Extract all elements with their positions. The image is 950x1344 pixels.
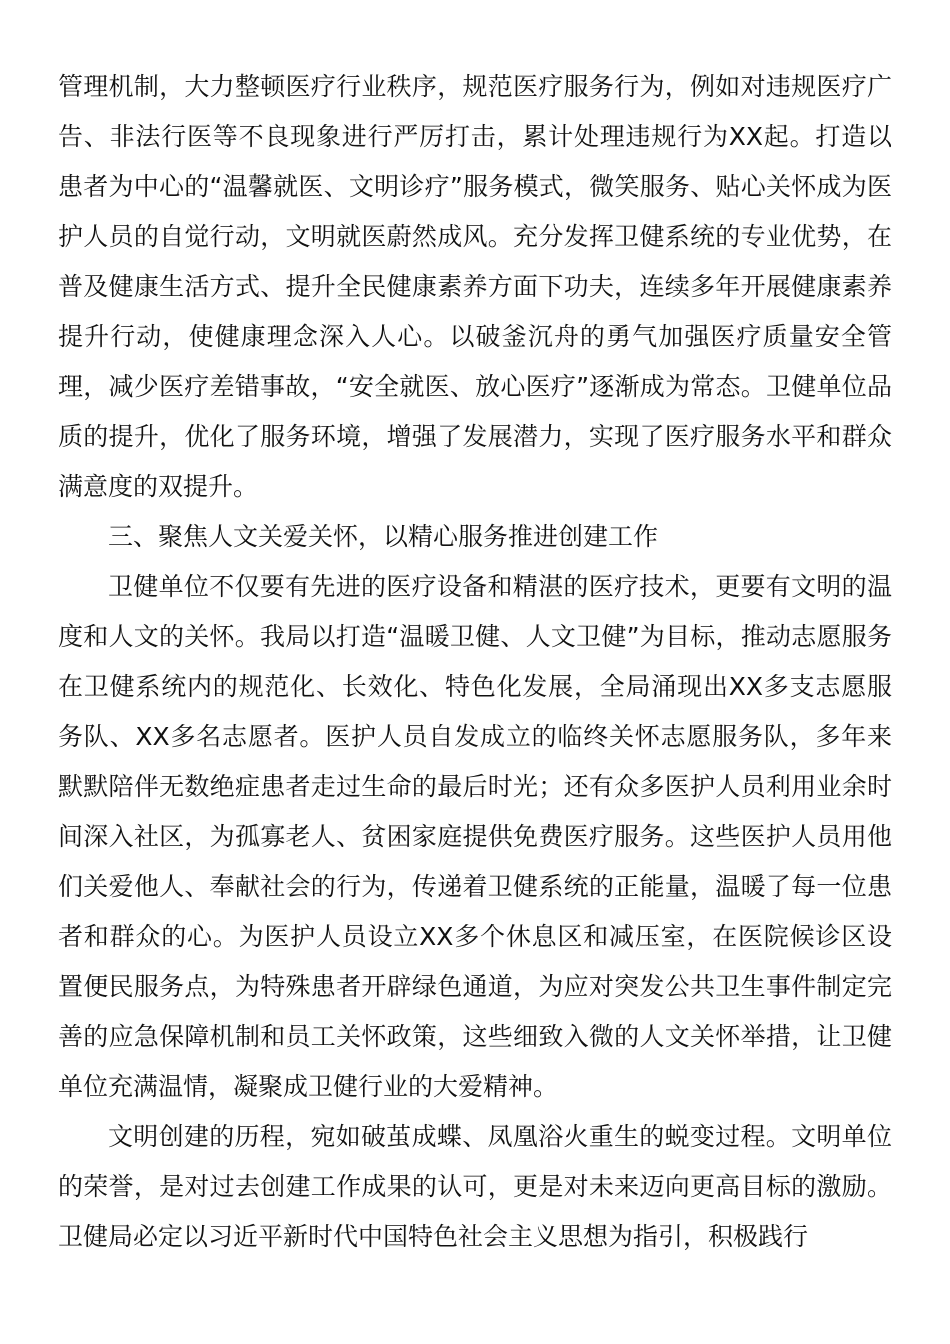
paragraph-civilization-creation: 文明创建的历程，宛如破茧成蝶、凤凰浴火重生的蜕变过程。文明单位的荣誉，是对过去创建工作成果的认可，更是对未来迈向更高目标的激励。卫健局必定以习近平新时代中国特色社会主义思想为指引，积极践行 bbox=[58, 1122, 892, 1251]
document-body bbox=[58, 62, 892, 1262]
paragraph-humanistic-care: 卫健单位不仅要有先进的医疗设备和精湛的医疗技术，更要有文明的温度和人文的关怀。我局以打造“温暖卫健、人文卫健”为目标，推动志愿服务在卫健系统内的规范化、长效化、特色化发展，全局涌现出XX多支志愿服务队、XX多名志愿者。医护人员自发成立的临终关怀志愿服务队，多年来默默陪伴无数绝症患者走过生命的最后时光；还有众多医护人员利用业余时间深入社区，为孤寡老人、贫困家庭提供免费医疗服务。这些医护人员用他们关爱他人、奉献社会的行为，传递着卫健系统的正能量，温暖了每一位患者和群众的心。为医护人员设立XX多个休息区和减压室，在医院候诊区设置便民服务点，为特殊患者开辟绿色通道，为应对突发公共卫生事件制定完善的应急保障机制和员工关怀政策，这些细致入微的人文关怀举措，让卫健单位充满温情，凝聚成卫健行业的大爱精神。 bbox=[58, 572, 892, 1101]
paragraph-continuation: 管理机制，大力整顿医疗行业秩序，规范医疗服务行为，例如对违规医疗广告、非法行医等不良现象进行严厉打击，累计处理违规行为XX起。打造以患者为中心的“温馨就医、文明诊疗”服务模式，微笑服务、贴心关怀成为医护人员的自觉行动，文明就医蔚然成风。充分发挥卫健系统的专业优势，在普及健康生活方式、提升全民健康素养方面下功夫，连续多年开展健康素养提升行动，使健康理念深入人心。以破釜沉舟的勇气加强医疗质量安全管理，减少医疗差错事故，“安全就医、放心医疗”逐渐成为常态。卫健单位品质的提升，优化了服务环境，增强了发展潜力，实现了医疗服务水平和群众满意度的双提升。 bbox=[58, 72, 892, 501]
section-heading: 三、聚焦人文关爱关怀，以精心服务推进创建工作 bbox=[108, 522, 659, 551]
